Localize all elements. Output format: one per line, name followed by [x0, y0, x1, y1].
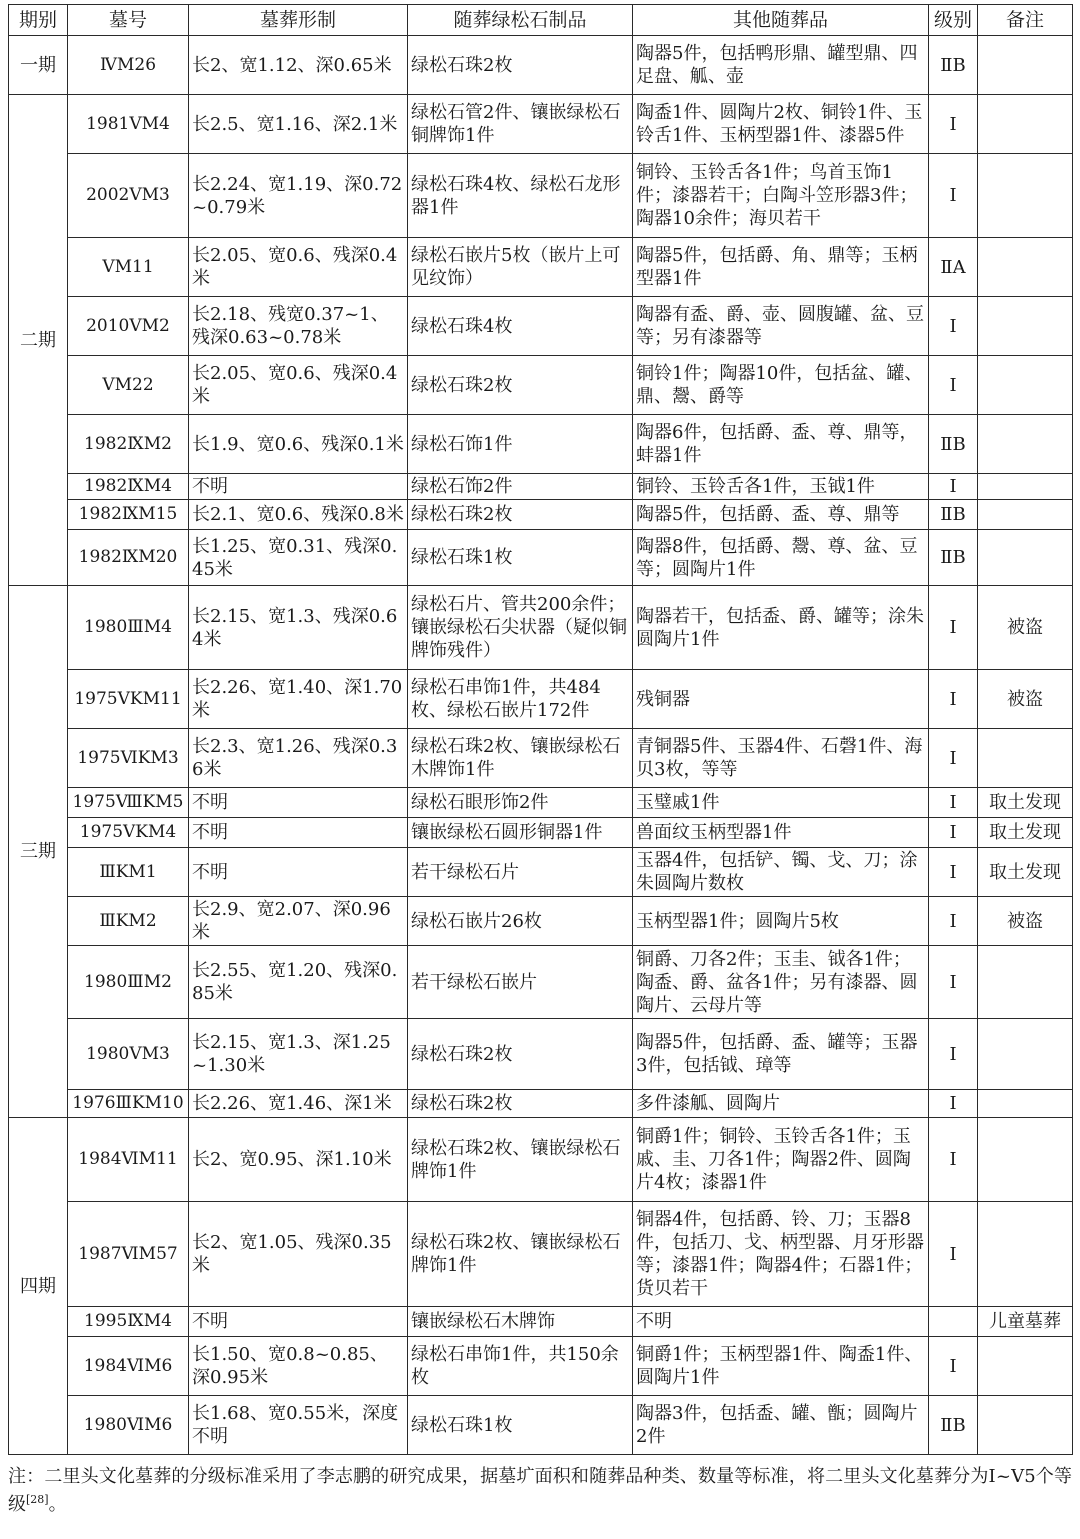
header-other-goods: 其他随葬品 [633, 5, 929, 36]
grade-cell: Ⅰ [929, 95, 978, 154]
table-row [9, 1202, 1073, 1307]
grade-cell: Ⅰ [929, 788, 978, 818]
tomb-form-cell: 长2.5、宽1.16、深2.1米 [189, 95, 408, 154]
remarks-cell [978, 1337, 1073, 1396]
grade-cell: Ⅰ [929, 897, 978, 946]
turquoise-items-cell: 绿松石珠2枚、镶嵌绿松石牌饰1件 [408, 1202, 633, 1307]
remarks-cell: 被盗 [978, 897, 1073, 946]
remarks-cell [978, 356, 1073, 415]
footnote-text: 注：二里头文化墓葬的分级标准采用了李志鹏的研究成果，据墓圹面积和随葬品种类、数量等标准，将二里头文化墓葬分为Ⅰ~Ⅴ5个等级 [8, 1466, 1072, 1515]
grade-cell: ⅡB [929, 1396, 978, 1455]
table-row [9, 818, 1073, 848]
table-header [9, 5, 1073, 36]
grade-cell [929, 1307, 978, 1337]
tomb-number-cell: 1980ⅥM6 [68, 1396, 189, 1455]
other-goods-cell: 残铜器 [633, 670, 929, 729]
remarks-cell: 被盗 [978, 670, 1073, 729]
other-goods-cell: 铜器4件，包括爵、铃、刀；玉器8件，包括刀、戈、柄型器、月牙形器等；漆器1件；陶器4件；石器1件；货贝若干 [633, 1202, 929, 1307]
tomb-number-cell: ⅤM11 [68, 238, 189, 297]
other-goods-cell: 陶盉1件、圆陶片2枚、铜铃1件、玉铃舌1件、玉柄型器1件、漆器5件 [633, 95, 929, 154]
remarks-cell [978, 154, 1073, 238]
remarks-cell [978, 297, 1073, 356]
tomb-number-cell: 1975ⅥKM3 [68, 729, 189, 788]
tomb-form-cell: 长2.05、宽0.6、残深0.4米 [189, 356, 408, 415]
remarks-cell [978, 238, 1073, 297]
tomb-form-cell: 长2.24、宽1.19、深0.72~0.79米 [189, 154, 408, 238]
other-goods-cell: 多件漆觚、圆陶片 [633, 1090, 929, 1118]
grade-cell: ⅡB [929, 500, 978, 530]
turquoise-items-cell: 绿松石珠2枚 [408, 36, 633, 95]
tomb-form-cell: 不明 [189, 818, 408, 848]
tomb-form-cell: 长2.26、宽1.46、深1米 [189, 1090, 408, 1118]
grade-cell: ⅡB [929, 36, 978, 95]
footnote [8, 1463, 1072, 1519]
tomb-form-cell: 长2.05、宽0.6、残深0.4米 [189, 238, 408, 297]
header-tomb-number: 墓号 [68, 5, 189, 36]
remarks-cell [978, 1090, 1073, 1118]
other-goods-cell: 陶器5件，包括爵、盉、罐等；玉器3件，包括钺、璋等 [633, 1019, 929, 1090]
footnote-end: 。 [48, 1494, 67, 1515]
tomb-number-cell: 2010ⅤM2 [68, 297, 189, 356]
other-goods-cell: 铜铃、玉铃舌各1件；鸟首玉饰1件；漆器若干；白陶斗笠形器3件；陶器10余件；海贝若干 [633, 154, 929, 238]
grade-cell: Ⅰ [929, 729, 978, 788]
tomb-form-cell: 长2、宽0.95、深1.10米 [189, 1118, 408, 1202]
tomb-form-cell: 长2、宽1.05、残深0.35米 [189, 1202, 408, 1307]
remarks-cell [978, 1019, 1073, 1090]
turquoise-items-cell: 若干绿松石片 [408, 848, 633, 897]
table-row [9, 356, 1073, 415]
tomb-number-cell: 1982ⅨM2 [68, 415, 189, 474]
grade-cell: Ⅰ [929, 1337, 978, 1396]
turquoise-items-cell: 绿松石眼形饰2件 [408, 788, 633, 818]
other-goods-cell: 铜爵1件；玉柄型器1件、陶盉1件、圆陶片1件 [633, 1337, 929, 1396]
turquoise-items-cell: 绿松石片、管共200余件；镶嵌绿松石尖状器（疑似铜牌饰残件） [408, 586, 633, 670]
tomb-number-cell: 1975ⅤKM11 [68, 670, 189, 729]
tomb-form-cell: 长2.15、宽1.3、深1.25~1.30米 [189, 1019, 408, 1090]
grade-cell: Ⅰ [929, 297, 978, 356]
header-period: 期别 [9, 5, 68, 36]
tomb-form-cell: 长1.25、宽0.31、残深0.45米 [189, 530, 408, 586]
table-row [9, 848, 1073, 897]
other-goods-cell: 不明 [633, 1307, 929, 1337]
period-cell: 二期 [9, 95, 68, 586]
tomb-form-cell: 长2.15、宽1.3、残深0.64米 [189, 586, 408, 670]
turquoise-items-cell: 若干绿松石嵌片 [408, 946, 633, 1019]
turquoise-items-cell: 绿松石饰1件 [408, 415, 633, 474]
tomb-form-cell: 长1.68、宽0.55米，深度不明 [189, 1396, 408, 1455]
remarks-cell [978, 500, 1073, 530]
grade-cell: Ⅰ [929, 818, 978, 848]
grade-cell: ⅡB [929, 415, 978, 474]
remarks-cell [978, 1202, 1073, 1307]
table-row [9, 474, 1073, 500]
remarks-cell: 被盗 [978, 586, 1073, 670]
grade-cell: Ⅰ [929, 1118, 978, 1202]
tomb-form-cell: 长2.3、宽1.26、残深0.36米 [189, 729, 408, 788]
grade-cell: Ⅰ [929, 1202, 978, 1307]
table-row [9, 530, 1073, 586]
tomb-number-cell: 1995ⅨM4 [68, 1307, 189, 1337]
other-goods-cell: 兽面纹玉柄型器1件 [633, 818, 929, 848]
remarks-cell: 取土发现 [978, 848, 1073, 897]
grade-cell: Ⅰ [929, 154, 978, 238]
remarks-cell [978, 474, 1073, 500]
other-goods-cell: 铜爵、刀各2件；玉圭、钺各1件；陶盉、爵、盆各1件；另有漆器、圆陶片、云母片等 [633, 946, 929, 1019]
header-row [9, 5, 1073, 36]
turquoise-items-cell: 绿松石珠2枚 [408, 1019, 633, 1090]
tomb-number-cell: 1981ⅤM4 [68, 95, 189, 154]
other-goods-cell: 陶器若干，包括盉、爵、罐等；涂朱圆陶片1件 [633, 586, 929, 670]
remarks-cell [978, 415, 1073, 474]
tomb-form-cell: 长2.9、宽2.07、深0.96米 [189, 897, 408, 946]
tomb-number-cell: 1975ⅧKM5 [68, 788, 189, 818]
table-row [9, 1396, 1073, 1455]
remarks-cell: 取土发现 [978, 788, 1073, 818]
grade-cell: ⅡB [929, 530, 978, 586]
tomb-number-cell: 2002ⅤM3 [68, 154, 189, 238]
table-row [9, 729, 1073, 788]
period-cell: 一期 [9, 36, 68, 95]
other-goods-cell: 陶器8件，包括爵、鬶、尊、盆、豆等；圆陶片1件 [633, 530, 929, 586]
tomb-number-cell: 1980ⅤM3 [68, 1019, 189, 1090]
grade-cell: ⅡA [929, 238, 978, 297]
grade-cell: Ⅰ [929, 670, 978, 729]
turquoise-items-cell: 镶嵌绿松石木牌饰 [408, 1307, 633, 1337]
grade-cell: Ⅰ [929, 946, 978, 1019]
table-row [9, 1337, 1073, 1396]
tomb-number-cell: 1976ⅢKM10 [68, 1090, 189, 1118]
other-goods-cell: 青铜器5件、玉器4件、石磬1件、海贝3枚，等等 [633, 729, 929, 788]
tomb-form-cell: 长2.1、宽0.6、残深0.8米 [189, 500, 408, 530]
turquoise-items-cell: 绿松石珠4枚 [408, 297, 633, 356]
table-row [9, 36, 1073, 95]
other-goods-cell: 陶器5件，包括爵、盉、尊、鼎等 [633, 500, 929, 530]
turquoise-items-cell: 绿松石珠2枚、镶嵌绿松石木牌饰1件 [408, 729, 633, 788]
remarks-cell [978, 530, 1073, 586]
tomb-form-cell: 长2.26、宽1.40、深1.70米 [189, 670, 408, 729]
table-row [9, 238, 1073, 297]
other-goods-cell: 玉璧戚1件 [633, 788, 929, 818]
tomb-number-cell: 1980ⅢM4 [68, 586, 189, 670]
other-goods-cell: 陶器6件，包括爵、盉、尊、鼎等，蚌器1件 [633, 415, 929, 474]
table-row [9, 500, 1073, 530]
tomb-form-cell: 不明 [189, 1307, 408, 1337]
turquoise-items-cell: 绿松石串饰1件，共150余枚 [408, 1337, 633, 1396]
tomb-number-cell: 1975ⅤKM4 [68, 818, 189, 848]
tomb-table [8, 4, 1073, 1455]
grade-cell: Ⅰ [929, 1019, 978, 1090]
table-body [9, 36, 1073, 1455]
remarks-cell [978, 1118, 1073, 1202]
turquoise-items-cell: 绿松石珠1枚 [408, 530, 633, 586]
tomb-number-cell: 1984ⅥM11 [68, 1118, 189, 1202]
grade-cell: Ⅰ [929, 848, 978, 897]
tomb-number-cell: ⅤM22 [68, 356, 189, 415]
table-row [9, 95, 1073, 154]
turquoise-items-cell: 绿松石珠2枚 [408, 1090, 633, 1118]
grade-cell: Ⅰ [929, 356, 978, 415]
table-row [9, 946, 1073, 1019]
footnote-reference: [28] [26, 1493, 49, 1506]
period-cell: 三期 [9, 586, 68, 1118]
remarks-cell: 儿童墓葬 [978, 1307, 1073, 1337]
tomb-form-cell: 不明 [189, 848, 408, 897]
tomb-number-cell: ⅢKM2 [68, 897, 189, 946]
table-row [9, 154, 1073, 238]
table-row [9, 1019, 1073, 1090]
header-tomb-form: 墓葬形制 [189, 5, 408, 36]
table-row [9, 586, 1073, 670]
tomb-number-cell: 1982ⅨM4 [68, 474, 189, 500]
remarks-cell [978, 729, 1073, 788]
other-goods-cell: 陶器有盉、爵、壶、圆腹罐、盆、豆等；另有漆器等 [633, 297, 929, 356]
tomb-form-cell: 长1.50、宽0.8~0.85、深0.95米 [189, 1337, 408, 1396]
other-goods-cell: 铜爵1件；铜铃、玉铃舌各1件；玉戚、圭、刀各1件；陶器2件、圆陶片4枚；漆器1件 [633, 1118, 929, 1202]
other-goods-cell: 玉柄型器1件；圆陶片5枚 [633, 897, 929, 946]
header-remarks: 备注 [978, 5, 1073, 36]
turquoise-items-cell: 绿松石嵌片26枚 [408, 897, 633, 946]
tomb-number-cell: ⅢKM1 [68, 848, 189, 897]
tomb-number-cell: ⅣM26 [68, 36, 189, 95]
grade-cell: Ⅰ [929, 586, 978, 670]
other-goods-cell: 铜铃、玉铃舌各1件，玉钺1件 [633, 474, 929, 500]
other-goods-cell: 陶器3件，包括盉、罐、甑；圆陶片2件 [633, 1396, 929, 1455]
other-goods-cell: 陶器5件，包括爵、角、鼎等；玉柄型器1件 [633, 238, 929, 297]
turquoise-items-cell: 绿松石珠2枚 [408, 356, 633, 415]
remarks-cell [978, 1396, 1073, 1455]
tomb-form-cell: 长2.18、残宽0.37~1、残深0.63~0.78米 [189, 297, 408, 356]
table-row [9, 788, 1073, 818]
tomb-form-cell: 长1.9、宽0.6、残深0.1米 [189, 415, 408, 474]
table-row [9, 1118, 1073, 1202]
turquoise-items-cell: 绿松石饰2件 [408, 474, 633, 500]
turquoise-items-cell: 镶嵌绿松石圆形铜器1件 [408, 818, 633, 848]
table-row [9, 1090, 1073, 1118]
table-row [9, 415, 1073, 474]
turquoise-items-cell: 绿松石珠2枚、镶嵌绿松石牌饰1件 [408, 1118, 633, 1202]
tomb-number-cell: 1982ⅨM20 [68, 530, 189, 586]
remarks-cell: 取土发现 [978, 818, 1073, 848]
period-cell: 四期 [9, 1118, 68, 1455]
turquoise-items-cell: 绿松石珠2枚 [408, 500, 633, 530]
tomb-number-cell: 1987ⅥM57 [68, 1202, 189, 1307]
table-row [9, 897, 1073, 946]
header-grade: 级别 [929, 5, 978, 36]
tomb-number-cell: 1982ⅨM15 [68, 500, 189, 530]
grade-cell: Ⅰ [929, 1090, 978, 1118]
tomb-number-cell: 1980ⅢM2 [68, 946, 189, 1019]
table-row [9, 297, 1073, 356]
turquoise-items-cell: 绿松石管2件、镶嵌绿松石铜牌饰1件 [408, 95, 633, 154]
grade-cell: Ⅰ [929, 474, 978, 500]
tomb-form-cell: 长2、宽1.12、深0.65米 [189, 36, 408, 95]
remarks-cell [978, 95, 1073, 154]
other-goods-cell: 玉器4件，包括铲、镯、戈、刀；涂朱圆陶片数枚 [633, 848, 929, 897]
other-goods-cell: 陶器5件，包括鸭形鼎、罐型鼎、四足盘、觚、壶 [633, 36, 929, 95]
header-turquoise-items: 随葬绿松石制品 [408, 5, 633, 36]
turquoise-items-cell: 绿松石嵌片5枚（嵌片上可见纹饰） [408, 238, 633, 297]
turquoise-items-cell: 绿松石珠4枚、绿松石龙形器1件 [408, 154, 633, 238]
turquoise-items-cell: 绿松石珠1枚 [408, 1396, 633, 1455]
tomb-form-cell: 长2.55、宽1.20、残深0.85米 [189, 946, 408, 1019]
other-goods-cell: 铜铃1件；陶器10件，包括盆、罐、鼎、鬶、爵等 [633, 356, 929, 415]
remarks-cell [978, 36, 1073, 95]
tomb-table-sheet [8, 4, 1072, 1455]
remarks-cell [978, 946, 1073, 1019]
turquoise-items-cell: 绿松石串饰1件，共484枚、绿松石嵌片172件 [408, 670, 633, 729]
table-row [9, 1307, 1073, 1337]
tomb-number-cell: 1984ⅥM6 [68, 1337, 189, 1396]
tomb-form-cell: 不明 [189, 788, 408, 818]
tomb-form-cell: 不明 [189, 474, 408, 500]
table-row [9, 670, 1073, 729]
